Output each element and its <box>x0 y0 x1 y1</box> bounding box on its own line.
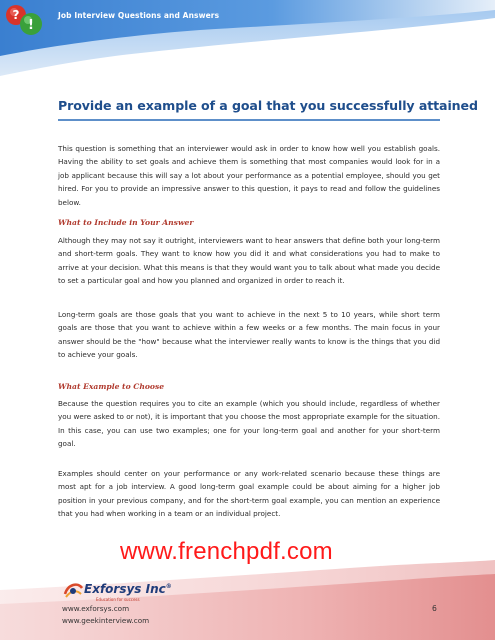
section-2-paragraph-1: Because the question requires you to cite an example (which you should include, regardless of whether you were asked to or not), it is important that you choose the most appropriate example for the situation. In this case, you can use two examples; one for your long-term goal and another for your short-term goal. <box>58 399 440 449</box>
brand-name: Exforsys Inc® <box>84 582 172 596</box>
title-divider <box>58 119 440 121</box>
header-title: Job Interview Questions and Answers <box>58 11 220 20</box>
section-heading-what-to-include: What to Include in Your Answer <box>58 218 194 227</box>
page-number: 6 <box>432 604 437 613</box>
brand-tagline: Education for success <box>96 597 140 602</box>
globe-swirl-icon <box>62 580 84 602</box>
footer-link-exforsys[interactable]: www.exforsys.com <box>62 604 130 613</box>
page-title: Provide an example of a goal that you successfully attained <box>58 98 478 113</box>
exclamation-bubble-icon <box>20 13 42 35</box>
svg-text:!: ! <box>28 18 34 33</box>
section-1-paragraph-1: Although they may not say it outright, interviewers want to hear answers that define both your long-term and short-term goals. They want to know how you did it and what considerations you had to make to arrive at your decision. What this means is that they would want you to talk about what made you decide to set a particular goal and how you planned and organized in order to reach it. <box>58 236 440 286</box>
intro-paragraph: This question is something that an interviewer would ask in order to know how well you establish goals. Having the ability to set goals and achieve them is something that most companies would look for in a job applicant because this will say a lot about your performance as a potential employee, should you get hired. For you to provide an impressive answer to this question, it pays to read and follow the guidelines below. <box>58 144 440 207</box>
section-1-paragraph-2: Long-term goals are those goals that you want to achieve in the next 5 to 10 years, while short term goals are those that you want to achieve within a few weeks or a few months. The main focus in your answer should be the "how" because what the interviewer really wants to know is the things that you did to achieve your goals. <box>58 310 440 360</box>
svg-text:?: ? <box>12 8 20 22</box>
section-2-paragraph-2: Examples should center on your performance or any work-related scenario because these things are most apt for a job interview. A good long-term goal example could be about aiming for a higher job position in your previous company, and for the short-term goal example, you can mention an experience that you had when working in a team or an individual project. <box>58 469 440 519</box>
footer-link-geekinterview[interactable]: www.geekinterview.com <box>62 616 150 625</box>
qa-badge-logo <box>0 0 50 38</box>
header-band <box>0 0 495 78</box>
section-heading-what-example: What Example to Choose <box>58 382 165 391</box>
watermark-link[interactable]: www.frenchpdf.com <box>120 538 333 565</box>
